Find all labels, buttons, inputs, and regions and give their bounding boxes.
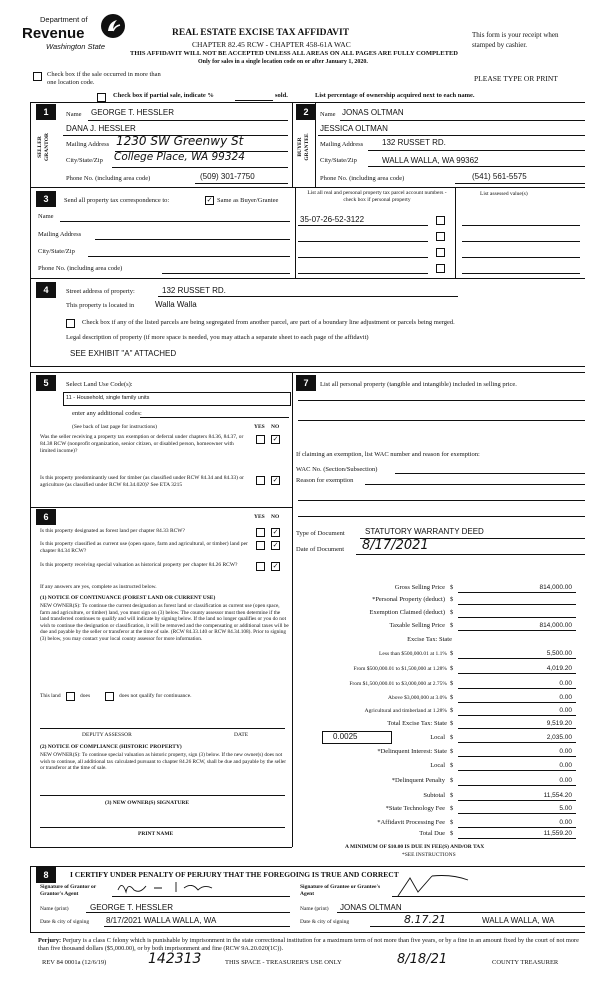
street-address: 132 RUSSET RD.: [162, 286, 226, 295]
buyer-mailing-label: Mailing Address: [320, 141, 364, 148]
total-due-value: 11,559.20: [543, 830, 572, 837]
interest-state-value: 0.00: [559, 748, 572, 755]
buyer-city-label: City/State/Zip: [320, 157, 357, 164]
section-8-number: 8: [36, 867, 56, 883]
grantee-city: WALLA WALLA, WA: [482, 916, 555, 925]
seller-name-label: Name: [66, 111, 82, 118]
s6-if-yes: If any answers are yes, complete as instructed below.: [40, 584, 157, 590]
grantee-signature-label: Signature of Grantee or Grantee's Agent: [300, 884, 381, 897]
s5-q1-yes-checkbox[interactable]: [256, 435, 265, 444]
see-instructions: *SEE INSTRUCTIONS: [402, 852, 456, 858]
local-value: 2,035.00: [546, 734, 572, 741]
affidavit-fee-value: 0.00: [559, 819, 572, 826]
tier1-value: 5,500.00: [546, 650, 572, 657]
receipt-number: 142313: [148, 951, 202, 967]
chapter-line: CHAPTER 82.45 RCW - CHAPTER 458-61A WAC: [192, 40, 351, 49]
deputy-assessor-label: DEPUTY ASSESSOR: [82, 732, 132, 738]
does-qualify-checkbox[interactable]: [66, 692, 75, 701]
s5-yes-header: YES: [254, 424, 265, 430]
buyer-city: WALLA WALLA, WA 99362: [382, 156, 479, 165]
doc-date-label: Date of Document: [296, 546, 345, 553]
seller-side-label: SELLER GRANTOR: [37, 133, 50, 162]
partial-sale-label: Check box if partial sale, indicate %: [113, 92, 214, 99]
wac-no-label: WAC No. (Section/Subsection): [296, 466, 378, 473]
buyer-phone-label: Phone No. (including area code): [320, 175, 405, 182]
s3-mailing-label: Mailing Address: [38, 231, 82, 238]
buyer-name-2: JESSICA OLTMAN: [320, 124, 388, 133]
buyer-name-label: Name: [320, 111, 336, 118]
print-name-label: PRINT NAME: [138, 831, 174, 837]
grantor-date-city-label: Date & city of signing: [40, 919, 90, 925]
personal-property-deduct-label: *Personal Property (deduct): [372, 596, 445, 603]
penalty-value: 0.00: [559, 777, 572, 784]
revenue-mark-icon: [101, 14, 125, 38]
s5-q1-no-checkbox[interactable]: ✓: [272, 435, 279, 443]
revenue-logo: [8, 10, 128, 60]
grantee-date-city-label: Date & city of signing: [300, 919, 350, 925]
buyer-phone: (541) 561-5575: [472, 172, 527, 181]
notice-2-title: (2) NOTICE OF COMPLIANCE (HISTORIC PROPERTY): [40, 744, 182, 750]
additional-codes-label: enter any additional codes:: [72, 410, 142, 417]
minimum-note: A MINIMUM OF $10.00 IS DUE IN FEE(S) AND/OR TAX: [345, 844, 485, 850]
s6-q3-no-checkbox[interactable]: ✓: [272, 562, 279, 570]
tech-fee-value: 5.00: [559, 805, 572, 812]
partial-sale-checkbox[interactable]: [97, 93, 106, 102]
section-7-number: 7: [296, 375, 316, 391]
subtotal-label: Subtotal: [423, 792, 445, 799]
assessed-header: List assessed value(s): [480, 191, 528, 197]
local-label: Local: [430, 734, 445, 741]
street-address-label: Street address of property:: [66, 288, 135, 295]
seller-mailing: 1230 SW Greenwy St: [116, 134, 244, 148]
s6-q1-no-checkbox[interactable]: ✓: [272, 528, 279, 536]
section-5-number: 5: [36, 375, 56, 391]
notice-1-title: (1) NOTICE OF CONTINUANCE (FOREST LAND OR CURRENT USE): [40, 595, 216, 601]
subtotal-value: 11,554.20: [543, 792, 572, 799]
s6-no-header: NO: [271, 514, 280, 520]
s5-question-1: Was the seller receiving a property tax exemption or deferral under chapters 84.36, 84.37, or 84.38 RCW (nonprofit organization, senior citizen, or disabled person, homeowner with limited income)?: [40, 434, 244, 454]
s6-q3-yes-checkbox[interactable]: [256, 562, 265, 571]
form-title: REAL ESTATE EXCISE TAX AFFIDAVIT: [172, 28, 350, 38]
grantor-name-print: GEORGE T. HESSLER: [90, 903, 173, 912]
see-back-label: (See back of last page for instructions): [72, 424, 157, 430]
grantor-date-city: 8/17/2021 WALLA WALLA, WA: [106, 916, 217, 925]
buyer-side-label: BUYER GRANTEE: [297, 133, 310, 161]
deputy-date-label: DATE: [234, 732, 249, 738]
grantor-signature-label: Signature of Grantor or Grantor's Agent: [40, 884, 97, 897]
taxable-label: Taxable Selling Price: [389, 622, 445, 629]
land-use-value: 11 - Household, single family units: [66, 395, 150, 401]
parcel-2-personal-checkbox[interactable]: [436, 232, 445, 241]
does-label: does: [80, 693, 91, 699]
agricultural-value: 0.00: [559, 707, 572, 714]
grantee-name-print-label: Name (print): [300, 906, 329, 912]
pct-list-label: List percentage of ownership acquired next to each name.: [315, 92, 475, 99]
tier2-value: 4,019.20: [546, 665, 572, 672]
revenue-word: Revenue: [22, 25, 85, 42]
seller-phone-label: Phone No. (including area code): [66, 175, 151, 182]
parcel-1-personal-checkbox[interactable]: [436, 216, 445, 225]
interest-local-label: Local: [430, 762, 445, 769]
gross-label: Gross Selling Price: [394, 584, 445, 591]
treasurer-space: THIS SPACE - TREASURER'S USE ONLY: [225, 959, 342, 966]
agricultural-label: Agricultural and timberland at 1.28%: [364, 708, 447, 714]
same-as-buyer-label: Same as Buyer/Grantee: [217, 197, 279, 204]
tier4-value: 0.00: [559, 694, 572, 701]
state-line: Washington State: [46, 42, 106, 51]
interest-local-value: 0.00: [559, 762, 572, 769]
notice-1-body: NEW OWNER(S): To continue the current designation as forest land or classification as current use (open space, farm and agriculture, or timber) land, you must sign on (3) below. The county assessor must then determine if the land transferred continues to qualify and will indicate by signing below. If the land no longer qualifies or you do not wish to continue the designation or classification, it will be removed and the compensating or additional taxes will be due and payable by the seller or transferor at the time of sale. (RCW 84.33.140 or RCW 84.34.108). Prior to signing (3) below, you may contact your local county assessor for more information.: [40, 603, 289, 642]
parcel-4-personal-checkbox[interactable]: [436, 264, 445, 273]
seller-phone: (509) 301-7750: [200, 172, 255, 181]
reason-label: Reason for exemption: [296, 477, 354, 484]
parcel-3-personal-checkbox[interactable]: [436, 248, 445, 257]
exemption-label: Exemption Claimed (deduct): [369, 609, 445, 616]
county-treasurer: COUNTY TREASURER: [492, 959, 559, 966]
grantor-name-print-label: Name (print): [40, 906, 69, 912]
land-use-label: Select Land Use Code(s):: [66, 381, 133, 388]
tier2-label: From $500,000.01 to $1,500,000 at 1.28%: [353, 666, 447, 672]
excise-state-label: Excise Tax: State: [407, 636, 452, 643]
s5-no-header: NO: [271, 424, 280, 430]
gross-value: 814,000.00: [539, 584, 572, 591]
seller-mailing-label: Mailing Address: [66, 141, 110, 148]
doc-type: STATUTORY WARRANTY DEED: [365, 527, 484, 536]
dept-line: Department of: [40, 15, 88, 24]
warning-line: THIS AFFIDAVIT WILL NOT BE ACCEPTED UNLESS ALL AREAS ON ALL PAGES ARE FULLY COMPLETED: [130, 50, 458, 57]
tier1-label: Less than $500,000.01 at 1.1%: [379, 651, 447, 657]
penalty-label: *Delinquent Penalty: [391, 777, 445, 784]
grantee-name-print: JONAS OLTMAN: [340, 903, 402, 912]
same-as-buyer-checkbox[interactable]: ✓: [206, 196, 213, 204]
buyer-name-1: JONAS OLTMAN: [342, 108, 404, 117]
s3-name-label: Name: [38, 213, 54, 220]
tier3-value: 0.00: [559, 680, 572, 687]
taxable-value: 814,000.00: [539, 622, 572, 629]
wac-claim-label: If claiming an exemption, list WAC number and reason for exemption:: [296, 451, 480, 458]
perjury-label: Perjury:: [38, 937, 62, 944]
s6-question-1: Is this property designated as forest land per chapter 84.33 RCW?: [40, 528, 185, 534]
s6-q1-yes-checkbox[interactable]: [256, 528, 265, 537]
section-2-number: 2: [296, 104, 316, 120]
total-due-label: Total Due: [419, 830, 445, 837]
form-number: REV 84 0001a (12/6/19): [42, 959, 107, 966]
please-type: PLEASE TYPE OR PRINT: [474, 74, 558, 83]
s6-question-3: Is this property receiving special valuation as historical property per chapter 84.26 RCW?: [40, 562, 238, 568]
new-owner-signature-label: (3) NEW OWNER(S) SIGNATURE: [105, 800, 189, 806]
s3-city-label: City/State/Zip: [38, 248, 75, 255]
s5-question-2: Is this property predominantly used for timber (as classified under RCW 84.34 and 84.33) or agriculture (as classified under RCW 84.34.020)? See ETA 3215: [40, 475, 244, 488]
perjury-notice: [38, 937, 583, 953]
s6-q2-no-checkbox[interactable]: ✓: [272, 541, 279, 549]
stamp-date: 8/18/21: [397, 952, 448, 967]
s6-q2-yes-checkbox[interactable]: [256, 541, 265, 550]
section-1-number: 1: [36, 104, 56, 120]
does-not-qualify-checkbox[interactable]: [105, 692, 114, 701]
grantee-date: 8.17.21: [404, 913, 446, 926]
affidavit-fee-label: *Affidavit Processing Fee: [377, 819, 445, 826]
multi-location-label: Check box if the sale occurred in more than one location code.: [47, 71, 161, 86]
grantee-signature: [392, 872, 502, 898]
located-in: Walla Walla: [155, 300, 197, 309]
multi-location-checkbox[interactable]: [33, 72, 42, 81]
section-3-number: 3: [36, 191, 56, 207]
total-state-value: 9,519.20: [546, 720, 572, 727]
receipt-note: This form is your receipt when stamped by cashier.: [472, 31, 559, 49]
located-in-label: This property is located in: [66, 302, 135, 309]
segregated-checkbox[interactable]: [66, 319, 75, 328]
grantor-signature: [114, 878, 264, 898]
sold-label: sold.: [275, 92, 288, 99]
section-6-number: 6: [36, 509, 56, 525]
seller-name-1: GEORGE T. HESSLER: [91, 108, 174, 117]
single-code-line: Only for sales in a single location code on or after January 1, 2020.: [198, 59, 368, 65]
doc-date: 8/17/2021: [362, 538, 429, 553]
legal-description-label: Legal description of property (if more space is needed, you may attach a separate sheet to each page of the affidavit): [66, 334, 369, 341]
s6-question-2: Is this property classified as current use (open space, farm and agricultural, or timber) land per chapter 84.34 RCW?: [40, 541, 248, 554]
s5-q2-no-checkbox[interactable]: ✓: [272, 476, 279, 484]
section-4-number: 4: [36, 282, 56, 298]
total-state-label: Total Excise Tax: State: [387, 720, 447, 727]
s3-phone-label: Phone No. (including area code): [38, 265, 123, 272]
notice-2-body: NEW OWNER(S): To continue special valuation as historic property, sign (3) below. If the new owner(s) does not wish to continue, all additional tax calculated pursuant to chapter 84.26 RCW, shall be due and payable by the seller or transferor at the time of sale.: [40, 752, 287, 772]
local-rate: 0.0025: [333, 732, 358, 741]
seller-city-label: City/State/Zip: [66, 157, 103, 164]
seller-city: College Place, WA 99324: [114, 151, 245, 163]
s5-q2-yes-checkbox[interactable]: [256, 476, 265, 485]
tier4-label: Above $3,000,000 at 3.0%: [388, 695, 447, 701]
s6-yes-header: YES: [254, 514, 265, 520]
legal-description: SEE EXHIBIT "A" ATTACHED: [70, 349, 177, 358]
certify-statement: I CERTIFY UNDER PENALTY OF PERJURY THAT THE FOREGOING IS TRUE AND CORRECT: [70, 870, 399, 879]
tier3-label: From $1,500,000.01 to $3,000,000 at 2.75%: [349, 681, 447, 687]
send-correspondence-label: Send all property tax correspondence to:: [64, 197, 170, 204]
parcel-header: List all real and personal property tax parcel account numbers - check box if personal property: [307, 190, 447, 203]
this-land-label: This land: [40, 693, 61, 699]
doc-type-label: Type of Document: [296, 530, 345, 537]
perjury-text: Perjury is a class C felony which is punishable by imprisonment in the state correctional institution for a maximum term of not more than five years, or by a fine in an amount fixed by the court of not more than five thousand dollars ($5,000.00), or by both imprisonment and fine (RCW 9A.20.020(1C)).: [38, 937, 579, 952]
seller-name-2: DANA J. HESSLER: [66, 124, 136, 133]
tech-fee-label: *State Technology Fee: [385, 805, 445, 812]
interest-state-label: *Delinquent Interest: State: [377, 748, 447, 755]
does-not-label: does not qualify for continuance.: [119, 693, 192, 699]
segregated-label: Check box if any of the listed parcels are being segregated from another parcel, are part of a boundary line adjustment or parcels being merged.: [82, 319, 455, 326]
parcel-number-1: 35-07-26-52-3122: [300, 215, 365, 224]
personal-property-label: List all personal property (tangible and intangible) included in selling price.: [320, 381, 517, 388]
buyer-mailing: 132 RUSSET RD.: [382, 138, 446, 147]
